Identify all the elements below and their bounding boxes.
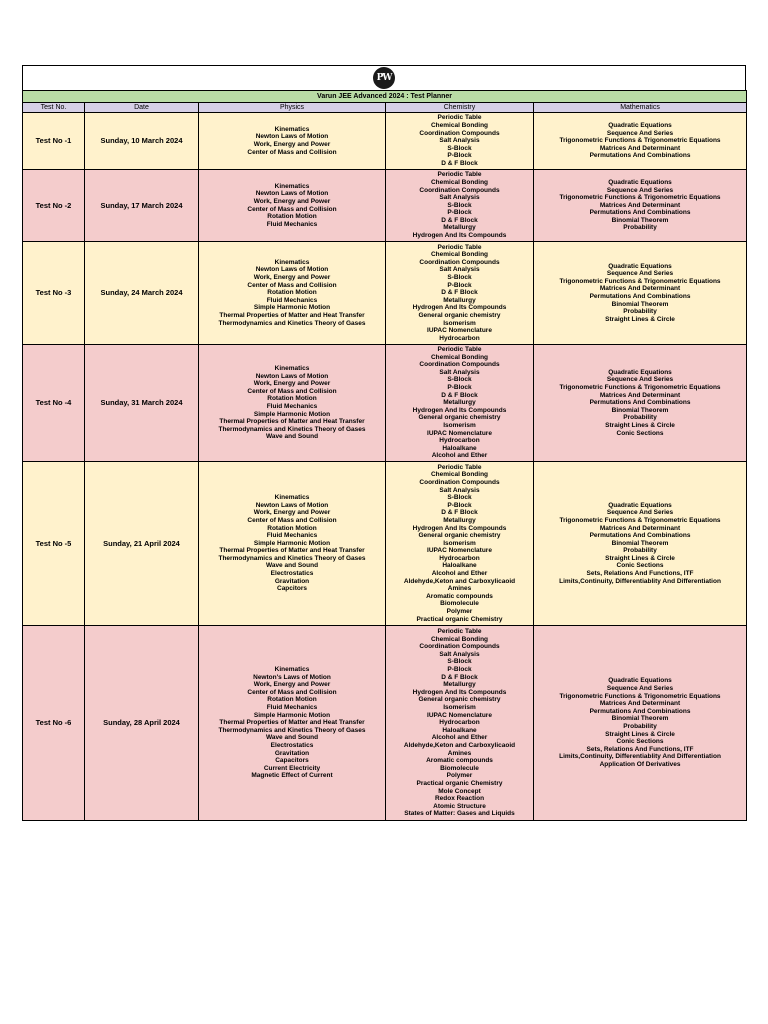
test-planner-sheet — [22, 65, 746, 821]
mathematics-topic: Conic Sections — [616, 429, 664, 437]
physics-cell — [199, 170, 386, 242]
chemistry-topic: IUPAC Nomenclature — [427, 429, 492, 437]
physics-topic: Magnetic Effect of Current — [251, 772, 333, 780]
physics-topic: Newton Laws of Motion — [255, 190, 329, 198]
chemistry-topic: P-Block — [447, 152, 472, 160]
physics-topic: Newton Laws of Motion — [255, 133, 329, 141]
chemistry-topic: Practical organic Chemistry — [416, 615, 503, 623]
mathematics-topic: Limits,Continuity, Differentiablity And Differentiation — [559, 753, 721, 761]
chemistry-topic: IUPAC Nomenclature — [427, 547, 492, 555]
chemistry-topic: Isomerism — [443, 319, 476, 327]
physics-topic: Rotation Motion — [267, 213, 317, 221]
physics-topic: Rotation Motion — [267, 524, 317, 532]
physics-topic: Capcitors — [277, 585, 307, 593]
mathematics-topic: Trigonometric Functions & Trigonometric Equations — [559, 277, 721, 285]
chemistry-topic: Periodic Table — [437, 114, 482, 122]
physics-topic: Center of Mass and Collision — [247, 516, 337, 524]
chemistry-topic: Coordination Compounds — [419, 361, 500, 369]
chemistry-topic: Atomic Structure — [433, 802, 486, 810]
physics-topic: Fluid Mechanics — [266, 532, 318, 540]
physics-topic: Kinematics — [274, 258, 310, 266]
mathematics-topic: Matrices And Determinant — [599, 285, 681, 293]
chemistry-topic: Chemical Bonding — [430, 471, 489, 479]
title-row — [23, 91, 747, 103]
physics-topic: Center of Mass and Collision — [247, 688, 337, 696]
chemistry-topic: Coordination Compounds — [419, 258, 500, 266]
chemistry-cell — [386, 462, 534, 626]
chemistry-topic: Hydrogen And Its Compounds — [412, 406, 507, 414]
header-test-no: Test No. — [23, 103, 85, 113]
header-row — [23, 103, 747, 113]
chemistry-topic: General organic chemistry — [418, 696, 501, 704]
chemistry-topic: Biomolecule — [440, 764, 479, 772]
chemistry-topic: Salt Analysis — [439, 266, 480, 274]
mathematics-topic: Sequence And Series — [606, 129, 674, 137]
mathematics-cell — [534, 345, 747, 462]
mathematics-topic: Sets, Relations And Functions, ITF — [586, 745, 694, 753]
mathematics-topic: Straight Lines & Circle — [605, 554, 675, 562]
mathematics-topic: Matrices And Determinant — [599, 201, 681, 209]
chemistry-cell — [386, 626, 534, 821]
chemistry-topic: General organic chemistry — [418, 311, 501, 319]
mathematics-topic: Straight Lines & Circle — [605, 421, 675, 429]
mathematics-topic: Permutations And Combinations — [589, 707, 691, 715]
header-date: Date — [85, 103, 199, 113]
physics-topic: Thermodynamics and Kinetics Theory of Gases — [218, 726, 366, 734]
header-mathematics: Mathematics — [534, 103, 747, 113]
physics-topic: Simple Harmonic Motion — [253, 539, 331, 547]
test-number-cell: Test No -3 — [23, 242, 85, 345]
physics-cell — [199, 626, 386, 821]
chemistry-topic: Hydrocarbon — [439, 437, 480, 445]
physics-topic: Wave and Sound — [265, 734, 319, 742]
physics-topic: Thermal Properties of Matter and Heat Transfer — [219, 547, 365, 555]
physics-topic: Wave and Sound — [265, 433, 319, 441]
chemistry-topic: Salt Analysis — [439, 137, 480, 145]
chemistry-topic: Chemical Bonding — [430, 251, 489, 259]
mathematics-cell — [534, 242, 747, 345]
chemistry-topic: Hydrogen And Its Compounds — [412, 304, 507, 312]
mathematics-topic: Matrices And Determinant — [599, 524, 681, 532]
chemistry-topic: Hydrogen And Its Compounds — [412, 524, 507, 532]
physics-topic: Fluid Mechanics — [266, 704, 318, 712]
physics-topic: Center of Mass and Collision — [247, 387, 337, 395]
mathematics-topic: Matrices And Determinant — [599, 700, 681, 708]
physics-topic: Kinematics — [274, 494, 310, 502]
chemistry-topic: Periodic Table — [437, 628, 482, 636]
mathematics-topic: Binomial Theorem — [611, 539, 669, 547]
mathematics-topic: Conic Sections — [616, 562, 664, 570]
mathematics-topic: Binomial Theorem — [611, 216, 669, 224]
physics-topic: Newton Laws of Motion — [255, 501, 329, 509]
chemistry-topic: S-Block — [447, 376, 472, 384]
pw-logo — [373, 67, 395, 89]
date-cell: Sunday, 21 April 2024 — [85, 462, 199, 626]
mathematics-topic: Permutations And Combinations — [589, 293, 691, 300]
chemistry-cell — [386, 242, 534, 345]
chemistry-topic: Salt Analysis — [439, 650, 480, 658]
chemistry-topic: Aldehyde,Keton and Carboxylicaoid — [403, 577, 516, 585]
chemistry-cell — [386, 113, 534, 170]
mathematics-topic: Limits,Continuity, Differentiablity And Differentiation — [559, 577, 721, 585]
chemistry-topic: Amines — [447, 585, 472, 593]
pw-logo-text: PW — [376, 73, 392, 83]
physics-topic: Work, Energy and Power — [253, 141, 331, 148]
physics-topic: Work, Energy and Power — [253, 380, 331, 388]
physics-topic: Current Electricity — [263, 764, 321, 772]
physics-topic: Capacitors — [275, 757, 309, 765]
mathematics-cell — [534, 462, 747, 626]
physics-topic: Fluid Mechanics — [266, 403, 318, 410]
chemistry-topic: S-Block — [447, 494, 472, 502]
test-number-cell: Test No -1 — [23, 113, 85, 170]
physics-topic: Newton Laws of Motion — [255, 266, 329, 274]
chemistry-topic: D & F Block — [441, 673, 478, 681]
chemistry-topic: Coordination Compounds — [419, 643, 500, 651]
mathematics-topic: Permutations And Combinations — [589, 532, 691, 540]
physics-topic: Work, Energy and Power — [253, 197, 331, 205]
date-cell: Sunday, 31 March 2024 — [85, 345, 199, 462]
chemistry-topic: Periodic Table — [437, 243, 482, 251]
mathematics-topic: Quadratic Equations — [608, 501, 672, 509]
table-row — [23, 345, 747, 462]
planner-table — [22, 90, 747, 821]
mathematics-topic: Trigonometric Functions & Trigonometric Equations — [559, 137, 721, 145]
chemistry-topic: D & F Block — [441, 509, 478, 517]
chemistry-topic: D & F Block — [441, 289, 478, 297]
physics-topic: Kinematics — [274, 666, 310, 674]
chemistry-topic: Salt Analysis — [439, 486, 480, 494]
chemistry-topic: Hydrogen And Its Compounds — [412, 232, 507, 240]
chemistry-topic: Salt Analysis — [439, 194, 480, 202]
physics-topic: Electrostatics — [270, 741, 314, 749]
physics-topic: Fluid Mechanics — [266, 220, 318, 228]
table-row — [23, 170, 747, 242]
mathematics-topic: Sets, Relations And Functions, ITF — [586, 570, 694, 578]
physics-topic: Thermodynamics and Kinetics Theory of Gases — [218, 319, 366, 327]
physics-topic: Thermodynamics and Kinetics Theory of Gases — [218, 425, 366, 433]
chemistry-topic: Metallurgy — [443, 681, 476, 689]
physics-topic: Thermal Properties of Matter and Heat Transfer — [219, 719, 365, 727]
physics-topic: Center of Mass and Collision — [247, 281, 337, 289]
chemistry-topic: Alcohol and Ether — [431, 452, 488, 460]
mathematics-topic: Application Of Derivatives — [599, 760, 681, 768]
mathematics-topic: Quadratic Equations — [608, 178, 672, 186]
chemistry-topic: P-Block — [447, 501, 472, 509]
chemistry-topic: Isomerism — [443, 539, 476, 547]
mathematics-topic: Sequence And Series — [606, 376, 674, 384]
physics-topic: Wave and Sound — [265, 562, 319, 570]
chemistry-topic: Haloalkane — [442, 726, 477, 734]
page-title: Varun JEE Advanced 2024 : Test Planner — [23, 91, 747, 103]
date-cell: Sunday, 17 March 2024 — [85, 170, 199, 242]
physics-topic: Rotation Motion — [267, 696, 317, 704]
chemistry-topic: Metallurgy — [443, 516, 476, 524]
physics-cell — [199, 462, 386, 626]
mathematics-topic: Permutations And Combinations — [589, 209, 691, 217]
chemistry-topic: Isomerism — [443, 704, 476, 712]
mathematics-topic: Quadratic Equations — [608, 122, 672, 130]
mathematics-topic: Trigonometric Functions & Trigonometric Equations — [559, 516, 721, 524]
chemistry-topic: P-Block — [447, 209, 472, 217]
mathematics-topic: Sequence And Series — [606, 685, 674, 693]
mathematics-topic: Trigonometric Functions & Trigonometric Equations — [559, 194, 721, 202]
chemistry-topic: Hydrogen And Its Compounds — [412, 688, 507, 696]
table-row — [23, 113, 747, 170]
chemistry-topic: IUPAC Nomenclature — [427, 327, 492, 335]
chemistry-cell — [386, 170, 534, 242]
mathematics-topic: Probability — [623, 723, 657, 730]
chemistry-topic: Aromatic compounds — [426, 592, 493, 600]
chemistry-topic: Coordination Compounds — [419, 186, 500, 194]
physics-topic: Center of Mass and Collision — [247, 205, 337, 213]
mathematics-topic: Probability — [623, 224, 657, 232]
physics-topic: Work, Energy and Power — [253, 274, 331, 282]
chemistry-topic: Chemical Bonding — [430, 353, 489, 361]
test-number-cell: Test No -6 — [23, 626, 85, 821]
chemistry-topic: Hydrocarbon — [439, 719, 480, 727]
physics-topic: Electrostatics — [270, 570, 314, 578]
mathematics-topic: Probability — [623, 308, 657, 316]
chemistry-topic: States of Matter: Gases and Liquids — [404, 810, 515, 818]
chemistry-topic: S-Block — [447, 274, 472, 282]
mathematics-topic: Probability — [623, 414, 657, 422]
chemistry-topic: Chemical Bonding — [430, 122, 489, 130]
physics-topic: Kinematics — [274, 125, 310, 133]
chemistry-topic: Chemical Bonding — [430, 635, 489, 643]
mathematics-topic: Probability — [623, 547, 657, 555]
physics-cell — [199, 345, 386, 462]
date-cell: Sunday, 24 March 2024 — [85, 242, 199, 345]
mathematics-cell — [534, 170, 747, 242]
physics-cell — [199, 242, 386, 345]
mathematics-topic: Trigonometric Functions & Trigonometric Equations — [559, 692, 721, 700]
chemistry-topic: Practical organic Chemistry — [416, 779, 503, 787]
physics-topic: Kinematics — [274, 182, 310, 190]
mathematics-cell — [534, 113, 747, 170]
mathematics-topic: Binomial Theorem — [611, 715, 669, 723]
chemistry-topic: P-Block — [447, 281, 472, 289]
physics-topic: Work, Energy and Power — [253, 681, 331, 689]
mathematics-topic: Quadratic Equations — [608, 677, 672, 685]
chemistry-cell — [386, 345, 534, 462]
chemistry-topic: Polymer — [446, 608, 473, 616]
physics-topic: Newton Laws of Motion — [255, 372, 329, 380]
chemistry-topic: Metallurgy — [443, 399, 476, 407]
mathematics-topic: Straight Lines & Circle — [605, 730, 675, 738]
mathematics-topic: Binomial Theorem — [611, 300, 669, 308]
mathematics-topic: Sequence And Series — [606, 186, 674, 194]
chemistry-topic: General organic chemistry — [418, 532, 501, 540]
mathematics-topic: Binomial Theorem — [611, 406, 669, 414]
chemistry-topic: Metallurgy — [443, 296, 476, 304]
chemistry-topic: Salt Analysis — [439, 368, 480, 376]
chemistry-topic: Periodic Table — [437, 346, 482, 354]
chemistry-topic: Aromatic compounds — [426, 757, 493, 765]
mathematics-topic: Conic Sections — [616, 738, 664, 746]
mathematics-topic: Quadratic Equations — [608, 368, 672, 376]
physics-topic: Thermal Properties of Matter and Heat Transfer — [219, 418, 365, 426]
chemistry-topic: D & F Block — [441, 159, 478, 167]
chemistry-topic: Alcohol and Ether — [431, 734, 488, 742]
chemistry-topic: D & F Block — [441, 216, 478, 224]
mathematics-topic: Matrices And Determinant — [599, 391, 681, 399]
chemistry-topic: Mole Concept — [438, 787, 481, 795]
chemistry-topic: General organic chemistry — [418, 414, 501, 422]
chemistry-topic: Aldehyde,Keton and Carboxylicaoid — [403, 741, 516, 749]
chemistry-topic: IUPAC Nomenclature — [427, 711, 492, 719]
logo-row — [22, 65, 746, 90]
physics-topic: Fluid Mechanics — [266, 296, 318, 304]
chemistry-topic: Coordination Compounds — [419, 478, 500, 486]
chemistry-topic: S-Block — [447, 201, 472, 209]
chemistry-topic: Redox Reaction — [434, 795, 485, 803]
test-number-cell: Test No -2 — [23, 170, 85, 242]
physics-topic: Newton's Laws of Motion — [253, 673, 331, 681]
physics-topic: Gravitation — [274, 577, 310, 585]
physics-topic: Simple Harmonic Motion — [253, 304, 331, 312]
physics-topic: Rotation Motion — [267, 289, 317, 297]
mathematics-topic: Trigonometric Functions & Trigonometric Equations — [559, 384, 721, 392]
table-row — [23, 242, 747, 345]
physics-topic: Simple Harmonic Motion — [253, 711, 331, 719]
chemistry-topic: Hydrocarbon — [439, 334, 480, 342]
chemistry-topic: Hydrocarbon — [439, 554, 480, 562]
mathematics-cell — [534, 626, 747, 821]
mathematics-topic: Permutations And Combinations — [589, 152, 691, 160]
header-chemistry: Chemistry — [386, 103, 534, 113]
chemistry-topic: Chemical Bonding — [430, 178, 489, 186]
physics-topic: Center of Mass and Collision — [247, 148, 337, 156]
mathematics-topic: Quadratic Equations — [608, 262, 672, 270]
chemistry-topic: Alcohol and Ether — [431, 570, 488, 578]
physics-topic: Thermodynamics and Kinetics Theory of Gases — [218, 554, 366, 562]
chemistry-topic: S-Block — [447, 658, 472, 666]
physics-topic: Rotation Motion — [267, 395, 317, 403]
physics-topic: Thermal Properties of Matter and Heat Transfer — [219, 311, 365, 319]
chemistry-topic: Biomolecule — [440, 600, 479, 608]
test-number-cell: Test No -4 — [23, 345, 85, 462]
chemistry-topic: S-Block — [447, 144, 472, 152]
mathematics-topic: Straight Lines & Circle — [605, 315, 675, 323]
table-row — [23, 626, 747, 821]
physics-topic: Gravitation — [274, 749, 310, 757]
chemistry-topic: Polymer — [446, 772, 473, 780]
mathematics-topic: Matrices And Determinant — [599, 144, 681, 152]
chemistry-topic: Isomerism — [443, 421, 476, 429]
chemistry-topic: Haloalkane — [442, 562, 477, 570]
mathematics-topic: Sequence And Series — [606, 509, 674, 517]
header-physics: Physics — [199, 103, 386, 113]
chemistry-topic: Periodic Table — [437, 171, 482, 179]
mathematics-topic: Permutations And Combinations — [589, 399, 691, 407]
chemistry-topic: Periodic Table — [437, 463, 482, 471]
mathematics-topic: Sequence And Series — [606, 270, 674, 278]
date-cell: Sunday, 10 March 2024 — [85, 113, 199, 170]
physics-topic: Work, Energy and Power — [253, 509, 331, 517]
chemistry-topic: Coordination Compounds — [419, 129, 500, 137]
physics-cell — [199, 113, 386, 170]
chemistry-topic: Haloalkane — [442, 444, 477, 452]
chemistry-topic: Metallurgy — [443, 224, 476, 232]
physics-topic: Simple Harmonic Motion — [253, 410, 331, 418]
chemistry-topic: P-Block — [447, 666, 472, 674]
test-number-cell: Test No -5 — [23, 462, 85, 626]
chemistry-topic: Amines — [447, 749, 472, 757]
physics-topic: Kinematics — [274, 365, 310, 373]
table-row — [23, 462, 747, 626]
chemistry-topic: D & F Block — [441, 391, 478, 399]
chemistry-topic: P-Block — [447, 384, 472, 392]
date-cell: Sunday, 28 April 2024 — [85, 626, 199, 821]
